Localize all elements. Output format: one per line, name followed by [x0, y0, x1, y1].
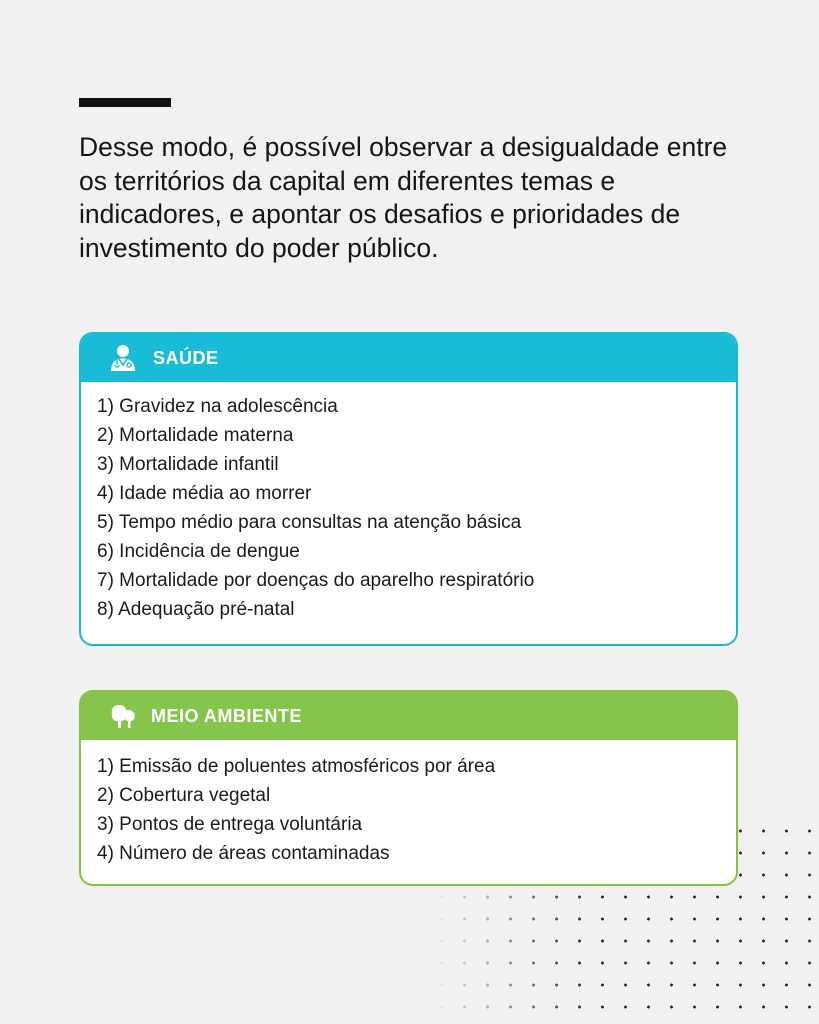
list-item: 3) Pontos de entrega voluntária: [97, 814, 363, 835]
list-item: 2) Mortalidade materna: [97, 425, 294, 446]
list-item: 6) Incidência de dengue: [97, 541, 300, 562]
list-item: 4) Número de áreas contaminadas: [97, 843, 390, 864]
list-item: 8) Adequação pré-natal: [97, 599, 295, 620]
list-item: 3) Mortalidade infantil: [97, 454, 279, 475]
saude-card: [79, 332, 738, 646]
trees-icon: [107, 700, 139, 732]
saude-indicator-list: [81, 382, 736, 624]
list-item: 4) Idade média ao morrer: [97, 483, 312, 504]
list-item: 5) Tempo médio para consultas na atenção básica: [97, 512, 522, 533]
doctor-icon: [107, 342, 139, 374]
list-item: 1) Gravidez na adolescência: [97, 396, 338, 417]
intro-paragraph: Desse modo, é possível observar a desigualdade entre os territórios da capital em diferentes temas e indicadores, e apontar os desafios e prioridades de investimento do poder público.: [79, 132, 728, 263]
meio-ambiente-indicator-list: [81, 740, 736, 868]
meio-ambiente-card-header: [81, 692, 736, 740]
list-item: 2) Cobertura vegetal: [97, 785, 271, 806]
meio-ambiente-card: [79, 690, 738, 886]
meio-ambiente-card-title: MEIO AMBIENTE: [151, 705, 302, 726]
list-item: 7) Mortalidade por doenças do aparelho respiratório: [97, 570, 535, 591]
accent-bar: [79, 98, 171, 107]
saude-card-header: [81, 334, 736, 382]
list-item: 1) Emissão de poluentes atmosféricos por área: [97, 756, 496, 777]
saude-card-title: SAÚDE: [153, 347, 219, 368]
